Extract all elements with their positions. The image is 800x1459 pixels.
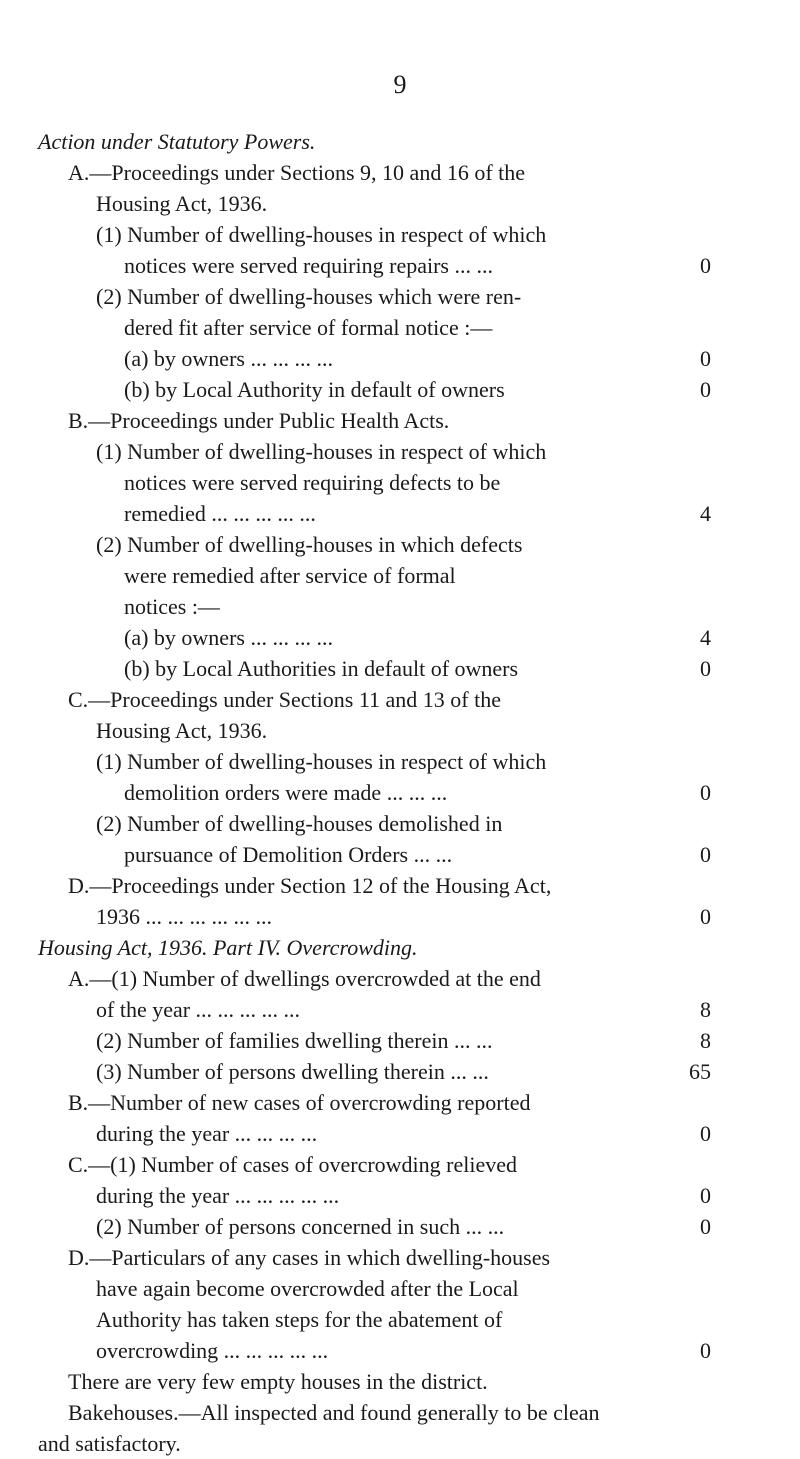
text-line: [0, 560, 800, 591]
line-value: 0: [700, 904, 711, 929]
text-line: [0, 994, 800, 1025]
line-text: B.—Proceedings under Public Health Acts.: [68, 408, 450, 433]
line-value: 0: [700, 656, 711, 681]
text-line: [0, 653, 800, 684]
line-text: Action under Statutory Powers.: [38, 129, 316, 154]
text-line: [0, 1242, 800, 1273]
line-text: B.—Number of new cases of overcrowding reported: [68, 1090, 531, 1115]
line-text: notices were served requiring repairs ... ...: [124, 253, 493, 278]
text-line: [0, 343, 800, 374]
line-text: (a) by owners ... ... ... ...: [124, 625, 333, 650]
text-line: [0, 157, 800, 188]
line-text: Housing Act, 1936.: [96, 191, 268, 216]
text-line: [0, 281, 800, 312]
line-text: notices :—: [124, 594, 220, 619]
text-line: [0, 1118, 800, 1149]
line-text: (2) Number of dwelling-houses which were ren-: [96, 284, 522, 309]
text-line: [0, 901, 800, 932]
line-text: (1) Number of dwelling-houses in respect of which: [96, 749, 547, 774]
line-text: were remedied after service of formal: [124, 563, 456, 588]
text-line: [0, 1335, 800, 1366]
line-text: C.—Proceedings under Sections 11 and 13 of the: [68, 687, 501, 712]
text-line: [0, 529, 800, 560]
line-text: during the year ... ... ... ...: [96, 1121, 318, 1146]
line-text: Housing Act, 1936.: [96, 718, 268, 743]
line-value: 0: [700, 842, 711, 867]
line-text: There are very few empty houses in the district.: [68, 1369, 488, 1394]
text-line: [0, 1149, 800, 1180]
line-value: 4: [700, 625, 711, 650]
line-text: during the year ... ... ... ... ...: [96, 1183, 340, 1208]
line-text: (2) Number of families dwelling therein ... ...: [96, 1028, 493, 1053]
line-text: A.—Proceedings under Sections 9, 10 and 16 of the: [68, 160, 526, 185]
text-line: [0, 839, 800, 870]
text-line: [0, 1304, 800, 1335]
line-value: 0: [700, 377, 711, 402]
line-text: (2) Number of dwelling-houses demolished in: [96, 811, 503, 836]
text-line: [0, 188, 800, 219]
line-text: and satisfactory.: [38, 1431, 181, 1456]
line-text: (2) Number of persons concerned in such ... ...: [96, 1214, 505, 1239]
line-text: (b) by Local Authority in default of owners: [124, 377, 505, 402]
text-line: [0, 374, 800, 405]
line-text: of the year ... ... ... ... ...: [96, 997, 301, 1022]
line-value: 65: [689, 1059, 711, 1084]
line-text: D.—Particulars of any cases in which dwelling-houses: [68, 1245, 551, 1270]
document-body: [0, 126, 800, 1459]
line-text: (b) by Local Authorities in default of owners: [124, 656, 519, 681]
line-value: 8: [700, 997, 711, 1022]
line-value: 0: [700, 1338, 711, 1363]
line-text: (a) by owners ... ... ... ...: [124, 346, 333, 371]
section-heading: [0, 126, 800, 157]
text-line: [0, 1025, 800, 1056]
line-text: 1936 ... ... ... ... ... ...: [96, 904, 272, 929]
page-number: 9: [393, 70, 407, 99]
line-text: (2) Number of dwelling-houses in which defects: [96, 532, 523, 557]
text-line: [0, 250, 800, 281]
line-value: 0: [700, 253, 711, 278]
line-text: dered fit after service of formal notice :—: [124, 315, 493, 340]
text-line: [0, 808, 800, 839]
text-line: [0, 1428, 800, 1459]
line-text: D.—Proceedings under Section 12 of the Housing Act,: [68, 873, 552, 898]
text-line: [0, 312, 800, 343]
text-line: [0, 777, 800, 808]
text-line: [0, 219, 800, 250]
text-line: [0, 963, 800, 994]
line-value: 0: [700, 1183, 711, 1208]
text-line: [0, 1056, 800, 1087]
text-line: [0, 1397, 800, 1428]
text-line: [0, 684, 800, 715]
text-line: [0, 1273, 800, 1304]
line-text: pursuance of Demolition Orders ... ...: [124, 842, 453, 867]
line-value: 0: [700, 780, 711, 805]
line-text: remedied ... ... ... ... ...: [124, 501, 316, 526]
text-line: [0, 1211, 800, 1242]
line-text: Bakehouses.—All inspected and found generally to be clean: [68, 1400, 600, 1425]
text-line: [0, 591, 800, 622]
text-line: [0, 405, 800, 436]
line-text: Authority has taken steps for the abatement of: [96, 1307, 503, 1332]
line-value: 0: [700, 346, 711, 371]
text-line: [0, 436, 800, 467]
text-line: [0, 467, 800, 498]
text-line: [0, 498, 800, 529]
line-text: (1) Number of dwelling-houses in respect of which: [96, 439, 547, 464]
line-text: C.—(1) Number of cases of overcrowding relieved: [68, 1152, 518, 1177]
text-line: [0, 622, 800, 653]
line-text: (3) Number of persons dwelling therein ... ...: [96, 1059, 489, 1084]
text-line: [0, 1087, 800, 1118]
line-text: overcrowding ... ... ... ... ...: [96, 1338, 329, 1363]
text-line: [0, 870, 800, 901]
text-line: [0, 1180, 800, 1211]
line-value: 0: [700, 1121, 711, 1146]
line-text: demolition orders were made ... ... ...: [124, 780, 448, 805]
line-text: (1) Number of dwelling-houses in respect of which: [96, 222, 547, 247]
text-line: [0, 715, 800, 746]
line-text: notices were served requiring defects to be: [124, 470, 501, 495]
line-text: Housing Act, 1936. Part IV. Overcrowding.: [38, 935, 418, 960]
text-line: [0, 1366, 800, 1397]
line-value: 0: [700, 1214, 711, 1239]
line-text: A.—(1) Number of dwellings overcrowded at the end: [68, 966, 541, 991]
section-heading: [0, 932, 800, 963]
text-line: [0, 746, 800, 777]
line-value: 8: [700, 1028, 711, 1053]
line-value: 4: [700, 501, 711, 526]
line-text: have again become overcrowded after the Local: [96, 1276, 519, 1301]
